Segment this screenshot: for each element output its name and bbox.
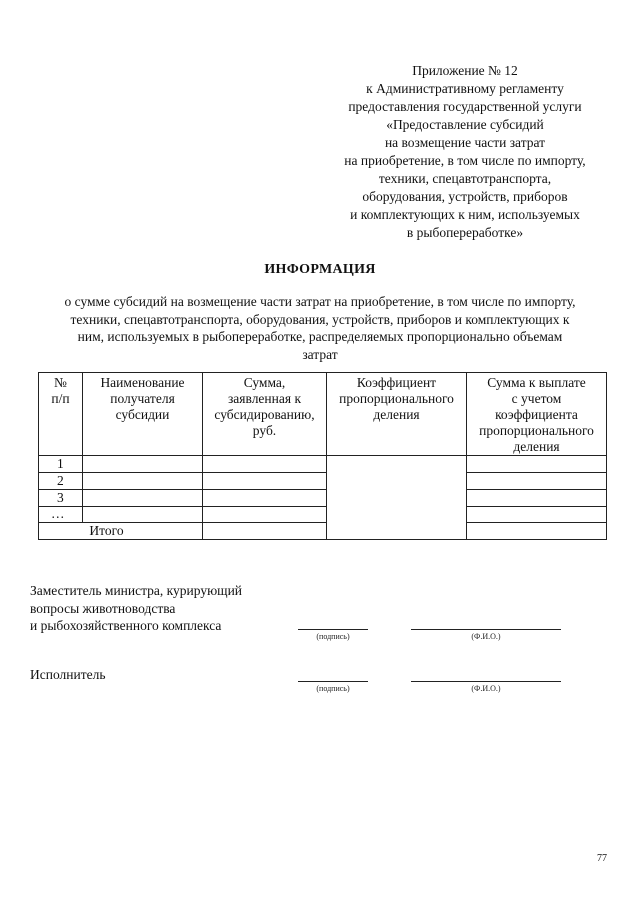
table-cell [83,473,203,490]
table-row [39,490,607,507]
table-header-row [39,373,607,456]
header-number: № п/п [39,373,83,456]
annex-line: оборудования, устройств, приборов [362,189,568,204]
annex-line: «Предоставление субсидий [386,117,544,132]
annex-line: и комплектующих к ним, используемых [350,207,580,222]
table-cell [83,490,203,507]
total-label: Итого [39,523,203,540]
table-cell [83,456,203,473]
annex-line: на приобретение, в том числе по импорту, [344,153,586,168]
table-row [39,456,607,473]
subtitle-line: ним, используемых в рыбопереработке, распределяемых пропорционально объемам [77,329,563,344]
deputy-minister-label: Заместитель министра, курирующий вопросы животноводства и рыбохозяйственного комплекса [30,583,243,633]
table-cell [203,490,327,507]
name-caption: (Ф.И.О.) [471,684,501,693]
annex-line: на возмещение части затрат [384,135,546,150]
table-cell [467,490,607,507]
annex-line: в рыбопереработке» [406,225,524,240]
table-cell [203,473,327,490]
name-caption: (Ф.И.О.) [471,632,501,641]
signature-caption: (подпись) [316,632,350,641]
table-cell [467,523,607,540]
page-number: 77 [597,853,607,864]
table-cell [467,456,607,473]
signature-line [298,681,368,682]
header-recipient-name: Наименование получателя субсидии [83,373,203,456]
subtitle-line: о сумме субсидий на возмещение части затрат на приобретение, в том числе по импорту, [64,294,576,309]
table-cell [203,523,327,540]
signature-caption: (подпись) [316,684,350,693]
table-cell [83,507,203,523]
name-line [411,681,561,682]
table-row [39,473,607,490]
annex-header [300,62,630,242]
subtitle-line: затрат [302,346,338,362]
row-number: 1 [39,456,83,473]
executor-label: Исполнитель [30,667,106,682]
annex-line: к Административному регламенту [366,81,564,96]
row-number: 3 [39,490,83,507]
coefficient-merged-cell [327,456,467,540]
document-title: ИНФОРМАЦИЯ [264,262,376,277]
name-line [411,629,561,630]
row-number: 2 [39,473,83,490]
header-claimed-amount: Сумма, заявленная к субсидированию, руб. [203,373,327,456]
header-coefficient: Коэффициент пропорционального деления [327,373,467,456]
annex-line: Приложение № 12 [412,63,518,78]
document-subtitle [25,293,615,363]
table-cell [467,507,607,523]
row-number: … [39,507,83,523]
annex-line: предоставления государственной услуги [348,99,582,114]
subtitle-line: техники, спецавтотранспорта, оборудования, устройств, приборов и комплектующих к [70,311,570,327]
table-cell [203,456,327,473]
table-cell [203,507,327,523]
subsidy-table [38,372,607,540]
table-total-row [39,523,607,540]
table-row [39,507,607,523]
signature-line [298,629,368,630]
header-payout-amount: Сумма к выплате с учетом коэффициента пропорционального деления [467,373,607,456]
annex-line: техники, спецавтотранспорта, [378,171,552,186]
table-cell [467,473,607,490]
